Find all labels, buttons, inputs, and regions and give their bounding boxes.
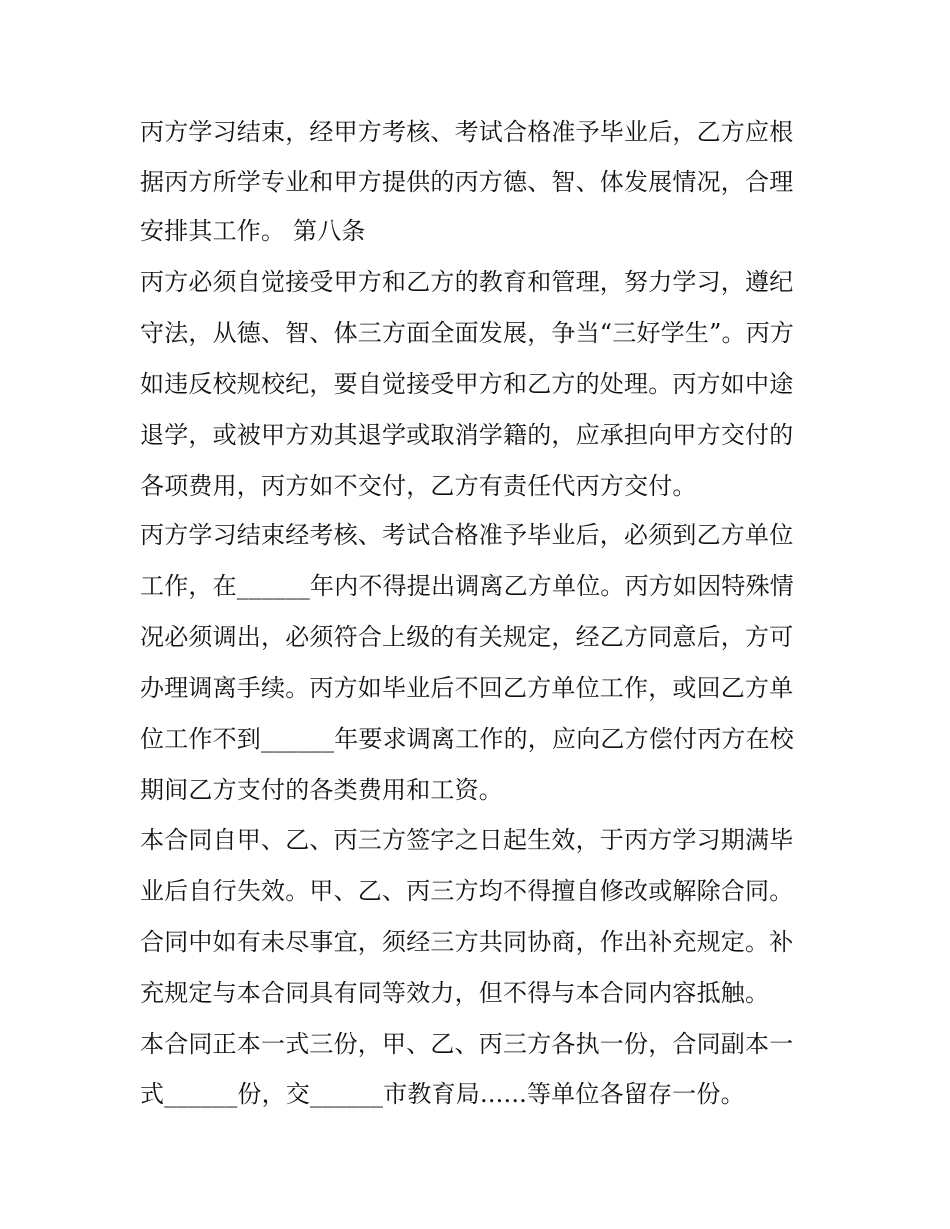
text-line: 合同中如有未尽事宜，须经三方共同协商，作出补充规定。补 <box>140 928 794 956</box>
text-line: 丙方必须自觉接受甲方和乙方的教育和管理，努力学习，遵纪 <box>140 268 794 296</box>
text-line: 本合同自甲、乙、丙三方签字之日起生效，于丙方学习期满毕 <box>140 826 794 854</box>
text-line: 退学，或被甲方劝其退学或取消学籍的，应承担向甲方交付的 <box>140 421 794 449</box>
text-line: 本合同正本一式三份，甲、乙、丙三方各执一份，合同副本一 <box>140 1030 794 1058</box>
text-line: 守法，从德、智、体三方面全面发展，争当“三好学生”。丙方 <box>140 319 795 347</box>
text-line: 况必须调出，必须符合上级的有关规定，经乙方同意后，方可 <box>140 623 794 651</box>
text-line: 各项费用，丙方如不交付，乙方有责任代丙方交付。 <box>140 472 697 500</box>
text-line: 工作，在______年内不得提出调离乙方单位。丙方如因特殊情 <box>140 572 794 600</box>
text-line: 丙方学习结束，经甲方考核、考试合格准予毕业后，乙方应根 <box>140 118 794 146</box>
text-line: 据丙方所学专业和甲方提供的丙方德、智、体发展情况，合理 <box>140 168 794 196</box>
text-line: 式______份，交______市教育局......等单位各留存一份。 <box>140 1080 745 1108</box>
text-line: 业后自行失效。甲、乙、丙三方均不得擅自修改或解除合同。 <box>140 877 794 905</box>
text-line: 位工作不到______年要求调离工作的，应向乙方偿付丙方在校 <box>140 725 794 753</box>
text-line: 期间乙方支付的各类费用和工资。 <box>140 776 503 804</box>
text-line: 办理调离手续。丙方如毕业后不回乙方单位工作，或回乙方单 <box>140 674 794 702</box>
text-line: 丙方学习结束经考核、考试合格准予毕业后，必须到乙方单位 <box>140 521 794 549</box>
text-line: 如违反校规校纪，要自觉接受甲方和乙方的处理。丙方如中途 <box>140 370 794 398</box>
text-line: 安排其工作。 第八条 <box>140 217 366 245</box>
text-line: 充规定与本合同具有同等效力，但不得与本合同内容抵触。 <box>140 979 770 1007</box>
